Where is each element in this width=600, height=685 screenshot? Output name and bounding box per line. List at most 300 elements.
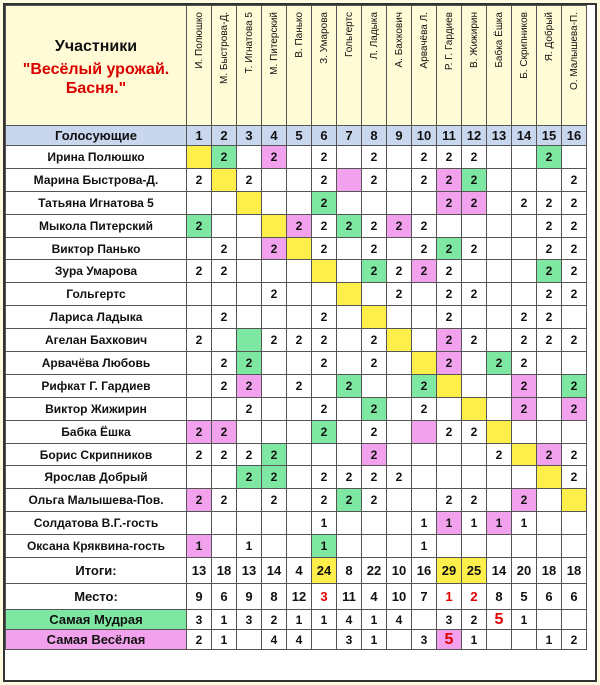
vote-cell [462,352,487,375]
wisest-value: 1 [362,610,387,630]
funniest-value: 3 [337,630,362,650]
vote-cell [462,443,487,466]
total-value: 4 [287,558,312,584]
vote-cell [262,397,287,420]
vote-cell [512,146,537,169]
vote-cell [187,283,212,306]
vote-cell [387,535,412,558]
wisest-value: 4 [337,610,362,630]
vote-cell [212,535,237,558]
vote-cell: 2 [412,237,437,260]
total-value: 18 [537,558,562,584]
voter-name: Оксана Кряквина-гость [6,535,187,558]
column-number: 6 [312,126,337,146]
vote-cell [212,512,237,535]
vote-cell: 2 [437,306,462,329]
vote-cell: 2 [562,260,587,283]
vote-cell [387,397,412,420]
vote-cell [387,146,412,169]
vote-cell [312,260,337,283]
vote-cell: 2 [312,214,337,237]
vote-cell: 2 [312,191,337,214]
place-value: 10 [387,584,412,610]
vote-cell: 2 [312,489,337,512]
vote-cell: 2 [562,214,587,237]
vote-cell: 2 [187,214,212,237]
total-value: 20 [512,558,537,584]
vote-cell: 2 [512,352,537,375]
vote-cell: 2 [212,306,237,329]
vote-cell [412,191,437,214]
vote-cell: 2 [562,237,587,260]
wisest-value: 1 [512,610,537,630]
vote-cell: 2 [462,489,487,512]
vote-cell [487,168,512,191]
vote-cell: 2 [362,237,387,260]
place-value: 6 [212,584,237,610]
vote-cell [487,146,512,169]
vote-cell [387,512,412,535]
vote-cell: 2 [262,489,287,512]
vote-cell [537,168,562,191]
vote-cell [187,306,212,329]
place-value: 7 [412,584,437,610]
table-row [6,237,587,260]
vote-cell [412,352,437,375]
vote-cell [262,260,287,283]
column-number: 5 [287,126,312,146]
vote-cell [337,420,362,443]
vote-cell [512,283,537,306]
column-number: 9 [387,126,412,146]
participant-header [412,6,437,126]
vote-cell: 2 [437,146,462,169]
vote-cell: 2 [462,420,487,443]
vote-cell [362,283,387,306]
title-cell [6,6,187,126]
vote-cell: 2 [212,420,237,443]
funniest-value: 1 [212,630,237,650]
vote-cell [312,283,337,306]
participant-name: И. Полюшко [193,12,205,69]
vote-cell: 2 [312,306,337,329]
vote-cell: 2 [537,329,562,352]
vote-cell [337,352,362,375]
vote-cell: 2 [362,466,387,489]
table-row [6,374,587,397]
voter-name: Виктор Жижирин [6,397,187,420]
wisest-value: 1 [212,610,237,630]
vote-cell: 2 [287,329,312,352]
vote-cell [487,397,512,420]
vote-cell: 2 [362,214,387,237]
total-value: 14 [487,558,512,584]
vote-cell: 2 [437,260,462,283]
voter-name: Марина Быстрова-Д. [6,168,187,191]
totals-row [6,558,587,584]
vote-cell [187,466,212,489]
vote-cell [337,260,362,283]
participant-name: М. Быстрова-Д. [218,12,230,84]
total-value: 8 [337,558,362,584]
vote-cell: 1 [312,512,337,535]
participant-header [537,6,562,126]
title-label: Участники [54,38,138,55]
vote-cell: 2 [437,191,462,214]
vote-cell [387,306,412,329]
vote-cell: 2 [537,191,562,214]
table-row [6,443,587,466]
vote-cell: 1 [462,512,487,535]
vote-cell [237,420,262,443]
participant-name: Р. Г. Гардиев [443,12,455,71]
vote-cell [412,283,437,306]
total-value: 29 [437,558,462,584]
vote-cell [387,443,412,466]
vote-cell [487,535,512,558]
vote-cell: 2 [412,214,437,237]
voter-name: Бабка Ёшка [6,420,187,443]
vote-cell [562,420,587,443]
vote-cell [287,237,312,260]
voter-name: Ирина Полюшко [6,146,187,169]
participant-name: Я. Добрый [543,12,555,62]
table-row [6,191,587,214]
vote-cell: 2 [562,191,587,214]
vote-cell: 2 [562,466,587,489]
vote-cell: 2 [187,489,212,512]
vote-cell: 2 [462,237,487,260]
numbers-row [6,126,587,146]
participant-header [262,6,287,126]
vote-cell [287,146,312,169]
vote-cell [512,260,537,283]
vote-cell [337,237,362,260]
vote-cell: 2 [212,443,237,466]
vote-cell [312,443,337,466]
funniest-value: 2 [187,630,212,650]
vote-cell [337,191,362,214]
vote-cell [537,397,562,420]
participant-name: В. Жижирин [468,12,480,68]
vote-cell: 1 [487,512,512,535]
vote-cell [487,260,512,283]
vote-cell [262,535,287,558]
vote-cell: 1 [512,512,537,535]
vote-cell: 2 [512,306,537,329]
vote-cell: 2 [362,397,387,420]
place-value: 5 [512,584,537,610]
column-number: 14 [512,126,537,146]
totals-label: Итоги: [6,558,187,584]
vote-cell: 2 [362,146,387,169]
vote-cell: 2 [562,168,587,191]
funniest-value: 3 [412,630,437,650]
vote-cell [362,306,387,329]
vote-cell: 2 [337,374,362,397]
table-row [6,535,587,558]
vote-cell [287,352,312,375]
vote-cell [387,352,412,375]
vote-cell: 2 [462,168,487,191]
voter-name: Арвачёва Любовь [6,352,187,375]
vote-cell [562,352,587,375]
vote-cell [437,443,462,466]
table-row [6,352,587,375]
vote-cell [287,397,312,420]
vote-cell [487,191,512,214]
vote-cell [362,191,387,214]
vote-cell [412,489,437,512]
participant-header [237,6,262,126]
vote-cell [387,168,412,191]
vote-cell [387,420,412,443]
column-number: 16 [562,126,587,146]
vote-cell: 2 [537,214,562,237]
vote-cell: 2 [212,374,237,397]
vote-cell [262,214,287,237]
funniest-value: 1 [362,630,387,650]
vote-cell [237,489,262,512]
vote-cell [537,352,562,375]
vote-cell: 2 [412,146,437,169]
vote-cell [262,420,287,443]
vote-cell [287,535,312,558]
vote-cell: 2 [362,489,387,512]
vote-cell: 2 [212,352,237,375]
participant-header [512,6,537,126]
voter-name: Солдатова В.Г.-гость [6,512,187,535]
vote-cell: 2 [312,168,337,191]
vote-cell [337,329,362,352]
vote-cell [512,535,537,558]
vote-cell: 2 [362,443,387,466]
funniest-value: 2 [562,630,587,650]
vote-cell [287,512,312,535]
vote-cell [412,306,437,329]
vote-cell: 2 [312,466,337,489]
wisest-value: 1 [312,610,337,630]
vote-cell: 2 [362,260,387,283]
funniest-value [312,630,337,650]
vote-cell: 2 [262,443,287,466]
voting-table [5,5,587,650]
title-subtitle: "Весёлый урожай. Басня." [22,61,170,97]
vote-cell [462,466,487,489]
participant-name: Т. Игнатова 5 [243,12,255,74]
participant-header [437,6,462,126]
vote-cell [187,352,212,375]
place-value: 12 [287,584,312,610]
vote-cell [437,214,462,237]
vote-cell: 2 [512,397,537,420]
vote-cell [312,374,337,397]
vote-cell [262,512,287,535]
table-row [6,146,587,169]
total-value: 24 [312,558,337,584]
vote-cell [362,512,387,535]
participant-name: В. Панько [293,12,305,58]
funniest-value [512,630,537,650]
vote-cell: 2 [312,237,337,260]
vote-cell: 2 [437,168,462,191]
vote-cell [337,283,362,306]
vote-cell [437,397,462,420]
vote-cell: 1 [237,535,262,558]
vote-cell [487,374,512,397]
vote-cell [362,535,387,558]
vote-cell [262,306,287,329]
funniest-value: 4 [262,630,287,650]
vote-cell: 2 [437,329,462,352]
vote-cell: 2 [187,420,212,443]
table-row [6,489,587,512]
place-value: 8 [262,584,287,610]
column-number: 1 [187,126,212,146]
participant-header [187,6,212,126]
total-value: 13 [187,558,212,584]
participant-header [462,6,487,126]
voters-label: Голосующие [6,126,187,146]
vote-cell: 2 [337,466,362,489]
vote-cell: 2 [187,168,212,191]
vote-cell [212,466,237,489]
vote-cell [412,329,437,352]
place-value: 4 [362,584,387,610]
vote-cell: 2 [487,443,512,466]
vote-cell [187,191,212,214]
vote-cell: 2 [187,443,212,466]
vote-cell [287,443,312,466]
places-row [6,584,587,610]
vote-cell [337,306,362,329]
vote-cell [287,420,312,443]
vote-cell [212,329,237,352]
vote-cell: 2 [362,168,387,191]
participant-name: О. Малышева-П. [568,12,580,91]
vote-cell [537,374,562,397]
vote-cell [487,489,512,512]
vote-cell: 2 [312,420,337,443]
total-value: 22 [362,558,387,584]
vote-cell [437,466,462,489]
vote-cell: 2 [387,466,412,489]
wisest-row [6,610,587,630]
vote-cell: 2 [437,237,462,260]
vote-cell [512,466,537,489]
vote-cell: 2 [262,329,287,352]
vote-cell [387,374,412,397]
vote-cell [237,237,262,260]
vote-cell [287,283,312,306]
funniest-value: 1 [537,630,562,650]
vote-cell: 2 [412,260,437,283]
wisest-value: 2 [262,610,287,630]
vote-cell: 2 [212,146,237,169]
vote-cell: 2 [537,306,562,329]
vote-cell: 2 [562,397,587,420]
vote-cell [512,214,537,237]
vote-cell [237,283,262,306]
participant-header [562,6,587,126]
total-value: 13 [237,558,262,584]
vote-cell [462,214,487,237]
column-number: 2 [212,126,237,146]
vote-cell: 2 [462,329,487,352]
vote-cell [287,489,312,512]
vote-cell [187,237,212,260]
vote-cell [537,535,562,558]
column-number: 15 [537,126,562,146]
vote-cell: 2 [212,260,237,283]
vote-cell: 2 [512,191,537,214]
vote-cell: 2 [537,146,562,169]
place-value: 1 [437,584,462,610]
vote-cell: 2 [412,168,437,191]
vote-cell [187,146,212,169]
funniest-value: 5 [437,630,462,650]
vote-cell [387,489,412,512]
vote-cell [387,329,412,352]
total-value: 10 [387,558,412,584]
table-row [6,397,587,420]
vote-cell: 2 [512,329,537,352]
vote-cell [487,283,512,306]
total-value: 25 [462,558,487,584]
place-value: 9 [187,584,212,610]
vote-cell [362,374,387,397]
vote-cell: 2 [512,489,537,512]
vote-cell [287,306,312,329]
vote-cell [287,260,312,283]
vote-cell: 2 [262,283,287,306]
vote-cell [562,306,587,329]
table-row [6,420,587,443]
vote-cell [237,512,262,535]
vote-cell [462,535,487,558]
vote-cell [462,260,487,283]
table-row [6,283,587,306]
vote-cell [237,329,262,352]
vote-cell: 2 [262,237,287,260]
vote-cell: 2 [487,352,512,375]
vote-cell [287,191,312,214]
wisest-value: 5 [487,610,512,630]
column-number: 13 [487,126,512,146]
voter-name: Ольга Малышева-Пов. [6,489,187,512]
vote-cell [237,146,262,169]
vote-cell: 2 [562,329,587,352]
vote-cell [237,260,262,283]
places-label: Место: [6,584,187,610]
vote-cell [537,466,562,489]
funniest-value [487,630,512,650]
table-row [6,329,587,352]
place-value: 6 [537,584,562,610]
vote-cell: 2 [237,168,262,191]
vote-cell [487,466,512,489]
vote-cell: 2 [312,146,337,169]
vote-cell [237,214,262,237]
participant-name: Гольгертс [343,12,355,57]
vote-cell: 2 [262,146,287,169]
vote-cell: 2 [537,283,562,306]
vote-cell [337,443,362,466]
vote-cell [537,489,562,512]
voter-name: Ярослав Добрый [6,466,187,489]
vote-cell [412,420,437,443]
vote-cell: 2 [562,283,587,306]
